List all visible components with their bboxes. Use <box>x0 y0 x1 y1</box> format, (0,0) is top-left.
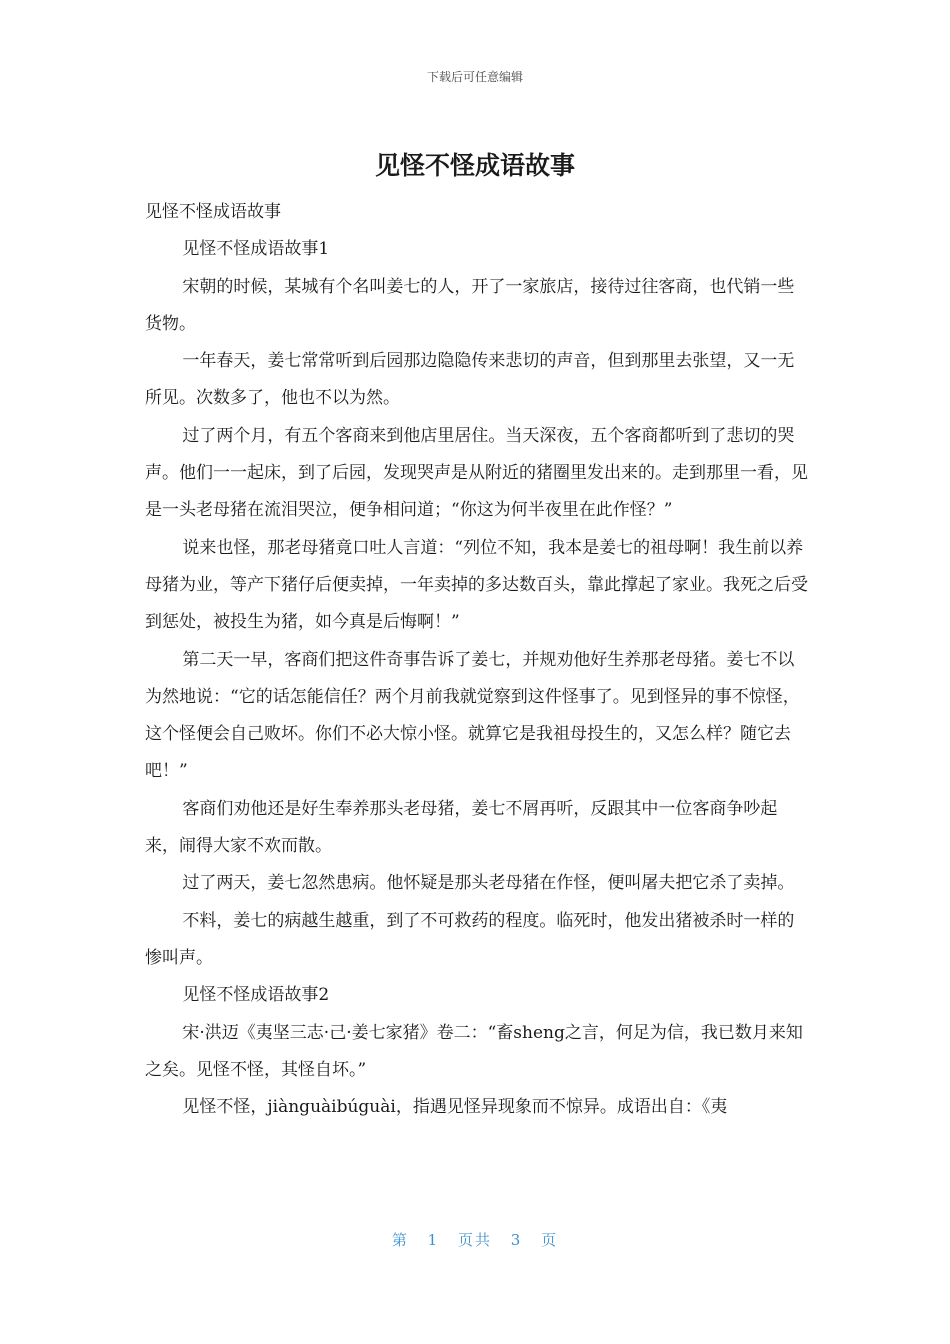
paragraph: 一年春天，姜七常常听到后园那边隐隐传来悲切的声音，但到那里去张望，又一无所见。次数多了，他也不以为然。 <box>145 351 795 409</box>
document-body <box>145 194 810 1126</box>
paragraph: 过了两天，姜七忽然患病。他怀疑是那头老母猪在作怪，便叫屠夫把它杀了卖掉。 <box>182 873 795 894</box>
paragraph: 第二天一早，客商们把这件奇事告诉了姜七，并规劝他好生养那老母猪。姜七不以为然地说：“它的话怎能信任？两个月前我就觉察到这件怪事了。见到怪异的事不惊怪，这个怪便会自己败坏。你们不必大惊小怪。就算它是我祖母投生的，又怎么样？随它去吧！” <box>145 649 800 782</box>
paragraph: 说来也怪，那老母猪竟口吐人言道：“列位不知，我本是姜七的祖母啊！我生前以养母猪为业，等产下猪仔后便卖掉，一年卖掉的多达数百头，靠此撑起了家业。我死之后受到惩处，被投生为猪，如今真是后悔啊！” <box>145 537 808 633</box>
paragraph: 见怪不怪，jiànguàibúguài，指遇见怪异现象而不惊异。成语出自：《夷 <box>182 1097 728 1118</box>
page-footer <box>0 1229 950 1250</box>
header-note: 下载后可任意编辑 <box>426 70 523 84</box>
paragraph: 客商们劝他还是好生奉养那头老母猪，姜七不屑再听，反跟其中一位客商争吵起来，闹得大家不欢而散。 <box>145 798 778 857</box>
page-label-mid: 页共 <box>457 1231 492 1249</box>
paragraph: 不料，姜七的病越生越重，到了不可救药的程度。临死时，他发出猪被杀时一样的惨叫声。 <box>145 910 795 968</box>
page-total: 3 <box>510 1231 523 1249</box>
paragraph: 见怪不怪成语故事2 <box>182 985 330 1006</box>
page-current: 1 <box>427 1231 440 1249</box>
paragraph: 过了两个月，有五个客商来到他店里居住。当天深夜，五个客商都听到了悲切的哭声。他们一一起床，到了后园，发现哭声是从附近的猪圈里发出来的。走到那里一看，见是一头老母猪在流泪哭泣，便争相问道；“你这为何半夜里在此作怪？” <box>145 425 808 521</box>
page-label-pre: 第 <box>391 1231 409 1249</box>
paragraph: 见怪不怪成语故事 <box>145 202 281 222</box>
paragraph: 宋朝的时候，某城有个名叫姜七的人，开了一家旅店，接待过往客商，也代销一些货物。 <box>145 276 795 334</box>
page-label-post: 页 <box>541 1231 559 1249</box>
document-title: 见怪不怪成语故事 <box>374 151 575 180</box>
paragraph: 见怪不怪成语故事1 <box>182 239 330 260</box>
paragraph: 宋·洪迈《夷坚三志·己·姜七家猪》卷二：“畜sheng之言，何足为信，我已数月来知之矣。见怪不怪，其怪自坏。” <box>145 1022 803 1080</box>
